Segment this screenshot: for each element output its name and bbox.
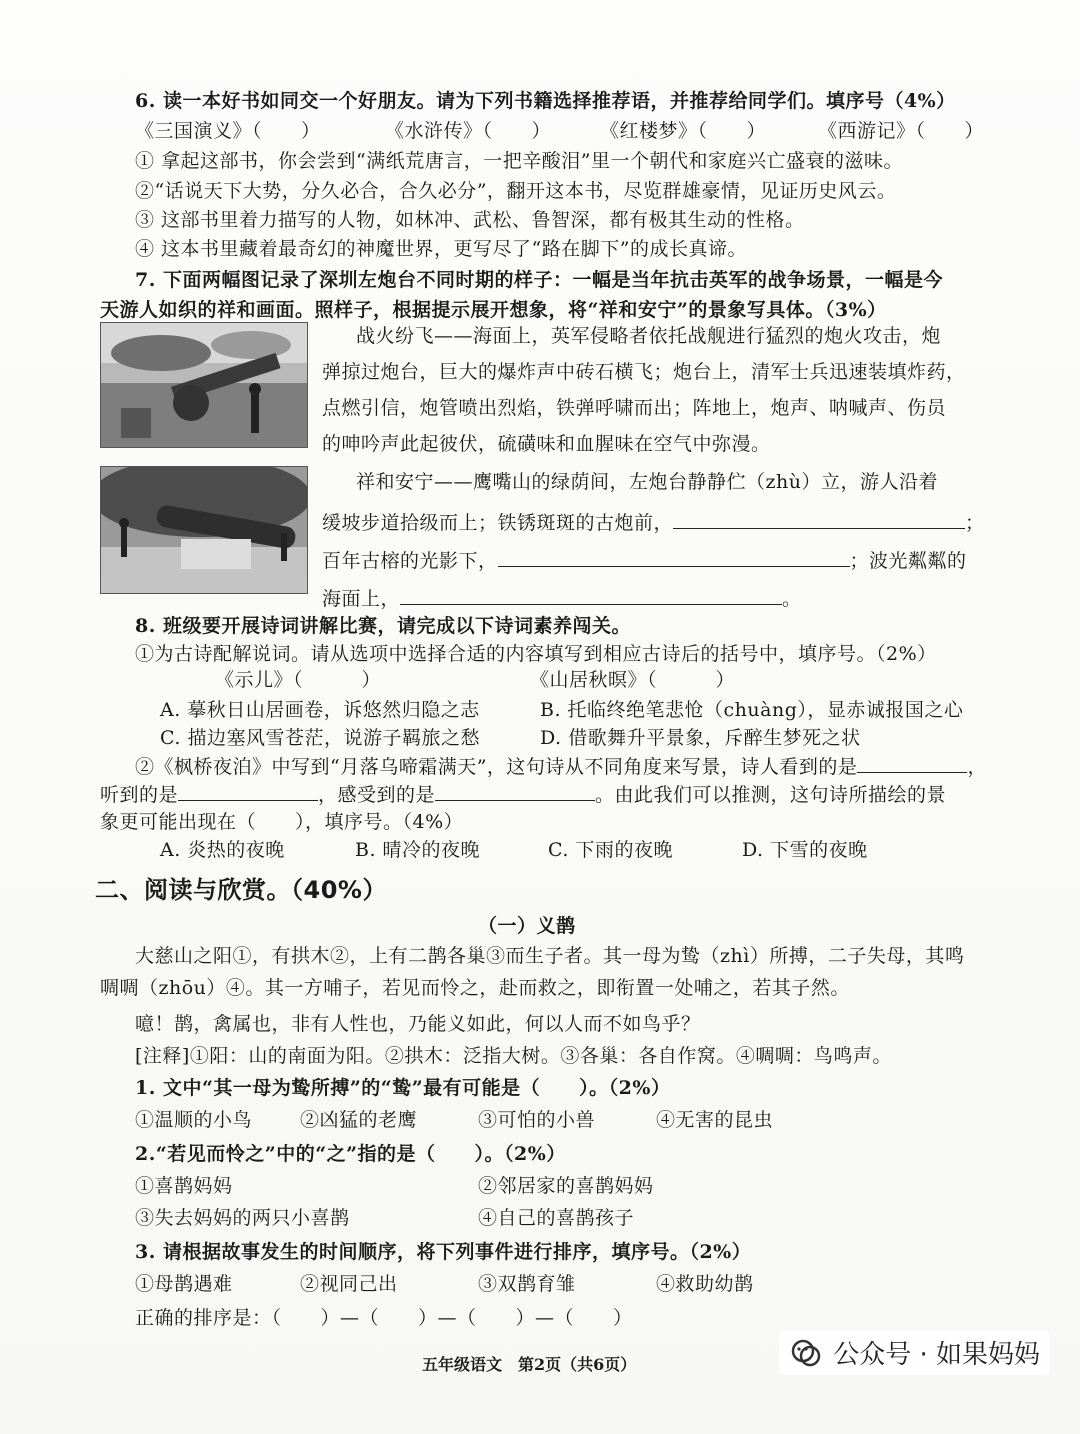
punct: ， [967, 756, 987, 778]
q6-stem: 6. 读一本好书如同交一个好朋友。请为下列书籍选择推荐语，并推荐给同学们。填序号（4%） [135, 90, 956, 112]
q1-option: ①温顺的小鸟 [135, 1109, 253, 1131]
peace-text: 百年古榕的光影下， [322, 550, 498, 572]
war-text: 点燃引信，炮管喷出烈焰，铁弹呼啸而出；阵地上，炮声、呐喊声、伤员 [322, 397, 947, 419]
section-title: 二、阅读与欣赏。（40%） [95, 876, 387, 904]
option-c: C. 描边塞风雪苍茫，说游子羁旅之愁 [160, 727, 480, 749]
peace-text: 海面上， [322, 588, 401, 610]
war-text: 的呻吟声此起彼伏，硫磺味和血腥味在空气中弥漫。 [322, 433, 771, 455]
q8-sub2-text: ②《枫桥夜泊》中写到“月落乌啼霜满天”，这句诗从不同角度来写景，诗人看到的是 [135, 756, 858, 778]
q7-stem: 7. 下面两幅图记录了深圳左炮台不同时期的样子：一幅是当年抗击英军的战争场景，一幅是今 [135, 269, 943, 291]
q8-sub2-text: 听到的是 [100, 784, 179, 806]
q3-option: ②视同己出 [300, 1273, 398, 1295]
q8-sub2-text: 象更可能出现在（ ），填序号。（4%） [100, 811, 464, 833]
q1-option: ④无害的昆虫 [656, 1109, 774, 1131]
answer-blank[interactable] [178, 780, 318, 801]
war-text: 弹掠过炮台，巨大的爆炸声中砖石横飞；炮台上，清军士兵迅速装填炸药， [322, 361, 966, 383]
peace-text: 缓坡步道拾级而上；铁锈斑斑的古炮前， [322, 512, 674, 534]
answer-blank[interactable] [400, 584, 782, 605]
q6-option: ④ 这本书里藏着最奇幻的神魔世界，更写尽了“路在脚下”的成长真谛。 [135, 238, 747, 260]
peace-text-line [322, 508, 985, 537]
q6-option: ②“话说天下大势，分久必合，合久必分”，翻开这本书，尽览群雄豪情，见证历史风云。 [135, 180, 897, 202]
page-footer: 五年级语文 第2页（共6页） [422, 1355, 637, 1374]
answer-blank[interactable] [435, 780, 595, 801]
q3-option: ①母鹊遇难 [135, 1273, 233, 1295]
choice: C. 下雨的夜晚 [548, 839, 673, 861]
q2-option: ④自己的喜鹊孩子 [478, 1207, 635, 1229]
wechat-watermark [779, 1330, 1050, 1375]
q2-option: ③失去妈妈的两只小喜鹊 [135, 1207, 350, 1229]
order-answer: 正确的排序是：（ ）—（ ）—（ ）—（ ） [135, 1307, 633, 1329]
option-d: D. 借歌舞升平景象，斥醉生梦死之状 [540, 727, 861, 749]
q1-option: ③可怕的小兽 [478, 1109, 596, 1131]
annotation: [注释]①阳：山的南面为阳。②拱木：泛指大树。③各巢：各自作窝。④啁啁：鸟鸣声。 [135, 1045, 892, 1067]
punct: 。 [782, 588, 802, 610]
option-a: A. 摹秋日山居画卷，诉悠然归隐之志 [160, 699, 480, 721]
q8-sub2-line [135, 752, 987, 781]
peace-text-line [322, 584, 802, 613]
passage-text: 噫！鹊，禽属也，非有人性也，乃能义如此，何以人而不如鸟乎？ [135, 1013, 701, 1035]
q6-option: ③ 这部书里着力描写的人物，如林冲、武松、鲁智深，都有极其生动的性格。 [135, 209, 805, 231]
watermark-text: 公众号 · 如果妈妈 [833, 1340, 1040, 1370]
q6-book: 《三国演义》（ ） [135, 120, 321, 142]
punct: ； [965, 512, 985, 534]
question: 3. 请根据故事发生的时间顺序，将下列事件进行排序，填序号。（2%） [135, 1241, 752, 1263]
passage-title: （一）义鹊 [478, 915, 576, 937]
q7-stem: 天游人如织的祥和画面。照样子，根据提示展开想象，将“祥和安宁”的景象写具体。（3%） [100, 299, 887, 321]
war-text: 战火纷飞——海面上，英军侵略者依托战舰进行猛烈的炮火攻击，炮 [356, 325, 942, 347]
peace-text: ；波光粼粼的 [849, 550, 967, 572]
answer-blank[interactable] [673, 508, 965, 529]
answer-blank[interactable] [857, 752, 967, 773]
q8-sub2-text: ，感受到的是 [318, 784, 436, 806]
q3-option: ③双鹊育雏 [478, 1273, 576, 1295]
answer-blank[interactable] [498, 546, 850, 567]
q6-book: 《西游记》（ ） [818, 120, 985, 142]
q2-option: ①喜鹊妈妈 [135, 1175, 233, 1197]
peace-scene-image [100, 466, 308, 594]
q6-book: 《水浒传》（ ） [385, 120, 552, 142]
q6-book: 《红楼梦》（ ） [600, 120, 767, 142]
q8-sub1: ①为古诗配解说词。请从选项中选择合适的内容填写到相应古诗后的括号中，填序号。（2%） [135, 643, 937, 665]
q8-stem: 8. 班级要开展诗词讲解比赛，请完成以下诗词素养闯关。 [135, 615, 631, 637]
poem-item: 《山居秋暝》（ ） [530, 669, 736, 691]
q1-option: ②凶猛的老鹰 [300, 1109, 418, 1131]
q3-option: ④救助幼鹊 [656, 1273, 754, 1295]
peace-text-line [322, 546, 967, 575]
question: 2.“若见而怜之”中的“之”指的是（ ）。（2%） [135, 1143, 566, 1165]
choice: A. 炎热的夜晚 [160, 839, 285, 861]
q2-option: ②邻居家的喜鹊妈妈 [478, 1175, 654, 1197]
q6-option: ① 拿起这部书，你会尝到“满纸荒唐言，一把辛酸泪”里一个朝代和家庭兴亡盛衰的滋味。 [135, 150, 903, 172]
peace-text: 祥和安宁——鹰嘴山的绿荫间，左炮台静静伫（zhù）立，游人沿着 [356, 471, 938, 493]
passage-text: 啁啁（zhōu）④。其一方哺子，若见而怜之，赴而救之，即衔置一处哺之，若其子然。 [100, 977, 850, 999]
war-scene-image [100, 322, 308, 448]
wechat-icon [789, 1336, 823, 1370]
q8-sub2-line [100, 780, 946, 809]
choice: B. 晴冷的夜晚 [355, 839, 481, 861]
choice: D. 下雪的夜晚 [742, 839, 868, 861]
poem-item: 《示儿》（ ） [215, 669, 382, 691]
option-b: B. 托临终绝笔悲怆（chuàng），显赤诚报国之心 [540, 699, 964, 721]
q8-sub2-text: 。由此我们可以推测，这句诗所描绘的景 [595, 784, 947, 806]
question: 1. 文中“其一母为鸷所搏”的“鸷”最有可能是（ ）。（2%） [135, 1077, 671, 1099]
passage-text: 大慈山之阳①，有拱木②，上有二鹊各巢③而生子者。其一母为鸷（zhì）所搏，二子失母，其鸣 [135, 945, 965, 967]
